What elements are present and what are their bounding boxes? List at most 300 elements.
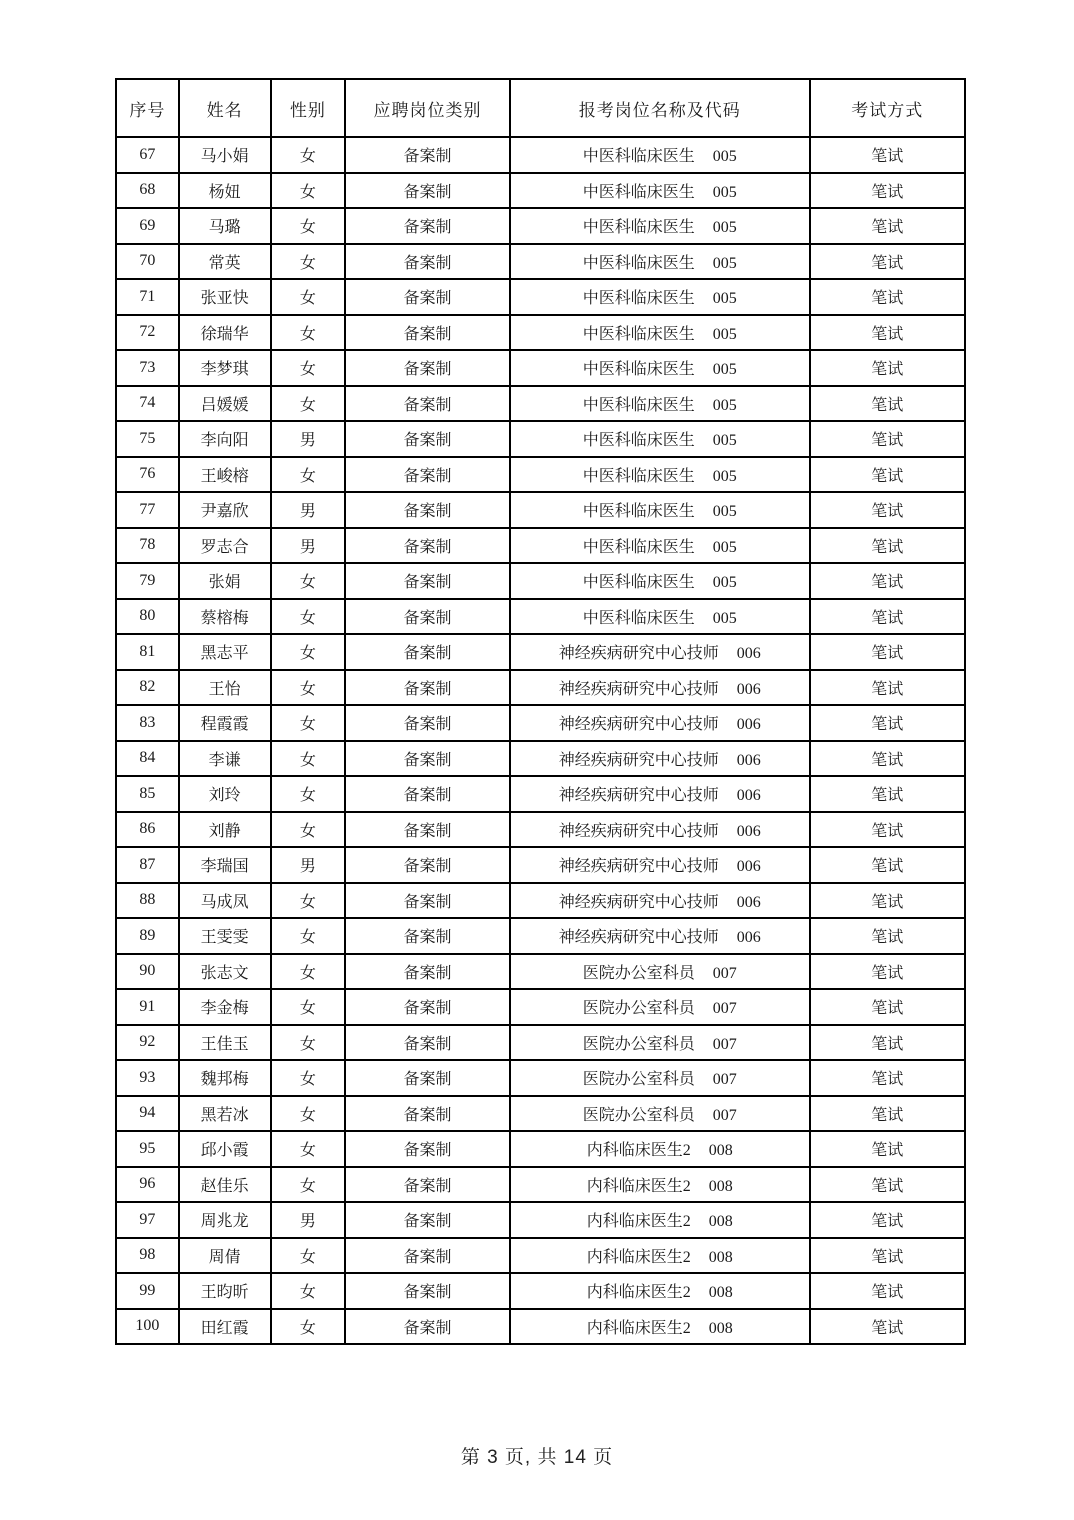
table-header-row: [116, 79, 965, 137]
job-name: 内科临床医生2: [586, 1142, 691, 1160]
job-cell: [510, 705, 810, 741]
job-cell: [510, 279, 810, 315]
job-name: 中医科临床医生: [582, 361, 695, 379]
table-row: [116, 670, 965, 706]
job-code: 008: [708, 1213, 733, 1231]
serial-cell: 72: [116, 315, 179, 351]
serial-cell: 93: [116, 1060, 179, 1096]
serial-cell: 95: [116, 1131, 179, 1167]
name-cell: 徐瑞华: [179, 315, 271, 351]
job-name: 医院办公室科员: [582, 964, 695, 982]
job-name: 中医科临床医生: [582, 467, 695, 485]
exam-cell: 笔试: [810, 599, 965, 635]
job-name: 内科临床医生2: [586, 1284, 691, 1302]
job-code: 007: [712, 964, 737, 982]
gender-cell: 女: [271, 954, 346, 990]
gender-cell: 男: [271, 847, 346, 883]
job-cell: [510, 1096, 810, 1132]
job-cell: [510, 208, 810, 244]
category-cell: 备案制: [345, 1202, 510, 1238]
serial-cell: 86: [116, 812, 179, 848]
serial-cell: 69: [116, 208, 179, 244]
exam-cell: 笔试: [810, 492, 965, 528]
job-code: 007: [712, 1106, 737, 1124]
name-cell: 李瑞国: [179, 847, 271, 883]
name-cell: 李谦: [179, 741, 271, 777]
category-cell: 备案制: [345, 776, 510, 812]
table-row: [116, 1131, 965, 1167]
table-row: [116, 457, 965, 493]
exam-cell: 笔试: [810, 741, 965, 777]
table-row: [116, 1167, 965, 1203]
job-cell: [510, 812, 810, 848]
category-cell: 备案制: [345, 741, 510, 777]
job-name: 医院办公室科员: [582, 1035, 695, 1053]
gender-cell: 女: [271, 705, 346, 741]
table-row: [116, 812, 965, 848]
job-name: 神经疾病研究中心技师: [558, 822, 719, 840]
category-cell: 备案制: [345, 705, 510, 741]
job-code: 005: [712, 361, 737, 379]
name-cell: 田红霞: [179, 1309, 271, 1345]
serial-cell: 74: [116, 386, 179, 422]
exam-cell: 笔试: [810, 279, 965, 315]
serial-cell: 82: [116, 670, 179, 706]
gender-cell: 女: [271, 776, 346, 812]
job-cell: [510, 386, 810, 422]
job-name: 医院办公室科员: [582, 1000, 695, 1018]
job-code: 005: [712, 290, 737, 308]
exam-cell: 笔试: [810, 208, 965, 244]
job-code: 005: [712, 325, 737, 343]
column-header-serial: 序号: [116, 79, 179, 137]
job-code: 006: [736, 716, 761, 734]
job-name: 神经疾病研究中心技师: [558, 787, 719, 805]
table-row: [116, 386, 965, 422]
serial-cell: 92: [116, 1025, 179, 1061]
job-name: 中医科临床医生: [582, 396, 695, 414]
name-cell: 周兆龙: [179, 1202, 271, 1238]
table-row: [116, 741, 965, 777]
job-cell: [510, 137, 810, 173]
gender-cell: 女: [271, 173, 346, 209]
name-cell: 王峻榕: [179, 457, 271, 493]
serial-cell: 90: [116, 954, 179, 990]
serial-cell: 96: [116, 1167, 179, 1203]
serial-cell: 87: [116, 847, 179, 883]
job-cell: [510, 350, 810, 386]
job-cell: [510, 457, 810, 493]
table-row: [116, 776, 965, 812]
serial-cell: 77: [116, 492, 179, 528]
gender-cell: 男: [271, 421, 346, 457]
column-header-exam: 考试方式: [810, 79, 965, 137]
job-name: 神经疾病研究中心技师: [558, 751, 719, 769]
name-cell: 蔡榕梅: [179, 599, 271, 635]
category-cell: 备案制: [345, 812, 510, 848]
job-code: 006: [736, 680, 761, 698]
job-code: 006: [736, 893, 761, 911]
table-row: [116, 954, 965, 990]
gender-cell: 女: [271, 1131, 346, 1167]
name-cell: 常英: [179, 244, 271, 280]
exam-cell: 笔试: [810, 847, 965, 883]
name-cell: 刘静: [179, 812, 271, 848]
serial-cell: 94: [116, 1096, 179, 1132]
gender-cell: 女: [271, 883, 346, 919]
job-code: 006: [736, 645, 761, 663]
category-cell: 备案制: [345, 279, 510, 315]
job-name: 神经疾病研究中心技师: [558, 716, 719, 734]
category-cell: 备案制: [345, 954, 510, 990]
table-row: [116, 705, 965, 741]
job-code: 006: [736, 787, 761, 805]
name-cell: 吕媛媛: [179, 386, 271, 422]
name-cell: 王佳玉: [179, 1025, 271, 1061]
name-cell: 邱小霞: [179, 1131, 271, 1167]
exam-cell: 笔试: [810, 528, 965, 564]
name-cell: 程霞霞: [179, 705, 271, 741]
category-cell: 备案制: [345, 1309, 510, 1345]
exam-cell: 笔试: [810, 705, 965, 741]
job-code: 006: [736, 751, 761, 769]
job-code: 008: [708, 1177, 733, 1195]
job-code: 005: [712, 574, 737, 592]
job-name: 医院办公室科员: [582, 1071, 695, 1089]
job-cell: [510, 599, 810, 635]
category-cell: 备案制: [345, 528, 510, 564]
job-name: 中医科临床医生: [582, 503, 695, 521]
gender-cell: 女: [271, 137, 346, 173]
name-cell: 李金梅: [179, 989, 271, 1025]
serial-cell: 99: [116, 1273, 179, 1309]
column-header-job: 报考岗位名称及代码: [510, 79, 810, 137]
exam-cell: 笔试: [810, 1167, 965, 1203]
serial-cell: 98: [116, 1238, 179, 1274]
serial-cell: 97: [116, 1202, 179, 1238]
job-cell: [510, 954, 810, 990]
category-cell: 备案制: [345, 1096, 510, 1132]
gender-cell: 女: [271, 1309, 346, 1345]
job-cell: [510, 634, 810, 670]
name-cell: 张娟: [179, 563, 271, 599]
job-name: 神经疾病研究中心技师: [558, 929, 719, 947]
category-cell: 备案制: [345, 492, 510, 528]
category-cell: 备案制: [345, 634, 510, 670]
gender-cell: 女: [271, 315, 346, 351]
category-cell: 备案制: [345, 1060, 510, 1096]
table-row: [116, 599, 965, 635]
serial-cell: 75: [116, 421, 179, 457]
job-cell: [510, 315, 810, 351]
job-code: 005: [712, 467, 737, 485]
table-row: [116, 244, 965, 280]
name-cell: 赵佳乐: [179, 1167, 271, 1203]
name-cell: 李梦琪: [179, 350, 271, 386]
serial-cell: 83: [116, 705, 179, 741]
category-cell: 备案制: [345, 1273, 510, 1309]
category-cell: 备案制: [345, 173, 510, 209]
job-code: 006: [736, 858, 761, 876]
gender-cell: 女: [271, 634, 346, 670]
exam-cell: 笔试: [810, 137, 965, 173]
job-name: 中医科临床医生: [582, 148, 695, 166]
exam-cell: 笔试: [810, 563, 965, 599]
job-cell: [510, 1025, 810, 1061]
table-row: [116, 1202, 965, 1238]
job-code: 007: [712, 1000, 737, 1018]
column-header-gender: 性别: [271, 79, 346, 137]
category-cell: 备案制: [345, 599, 510, 635]
job-cell: [510, 883, 810, 919]
job-code: 008: [708, 1248, 733, 1266]
table-row: [116, 173, 965, 209]
job-code: 007: [712, 1071, 737, 1089]
gender-cell: 女: [271, 208, 346, 244]
gender-cell: 女: [271, 812, 346, 848]
job-cell: [510, 1131, 810, 1167]
gender-cell: 女: [271, 599, 346, 635]
serial-cell: 84: [116, 741, 179, 777]
job-name: 中医科临床医生: [582, 325, 695, 343]
serial-cell: 88: [116, 883, 179, 919]
category-cell: 备案制: [345, 421, 510, 457]
table-row: [116, 634, 965, 670]
category-cell: 备案制: [345, 1025, 510, 1061]
name-cell: 黑若冰: [179, 1096, 271, 1132]
page-number-footer: 第 3 页, 共 14 页: [460, 1447, 614, 1468]
exam-cell: 笔试: [810, 1025, 965, 1061]
exam-cell: 笔试: [810, 1309, 965, 1345]
gender-cell: 女: [271, 989, 346, 1025]
job-cell: [510, 528, 810, 564]
gender-cell: 女: [271, 279, 346, 315]
serial-cell: 80: [116, 599, 179, 635]
exam-cell: 笔试: [810, 670, 965, 706]
table-row: [116, 421, 965, 457]
exam-cell: 笔试: [810, 350, 965, 386]
job-name: 中医科临床医生: [582, 254, 695, 272]
serial-cell: 91: [116, 989, 179, 1025]
category-cell: 备案制: [345, 457, 510, 493]
job-cell: [510, 670, 810, 706]
gender-cell: 男: [271, 1202, 346, 1238]
job-name: 中医科临床医生: [582, 609, 695, 627]
gender-cell: 女: [271, 563, 346, 599]
job-name: 神经疾病研究中心技师: [558, 680, 719, 698]
gender-cell: 女: [271, 918, 346, 954]
job-code: 005: [712, 148, 737, 166]
category-cell: 备案制: [345, 670, 510, 706]
table-row: [116, 1025, 965, 1061]
gender-cell: 女: [271, 1167, 346, 1203]
job-cell: [510, 173, 810, 209]
applicant-roster-table: [115, 78, 966, 1345]
job-code: 006: [736, 822, 761, 840]
serial-cell: 73: [116, 350, 179, 386]
name-cell: 张志文: [179, 954, 271, 990]
category-cell: 备案制: [345, 989, 510, 1025]
exam-cell: 笔试: [810, 1238, 965, 1274]
job-code: 008: [708, 1319, 733, 1337]
table-row: [116, 1060, 965, 1096]
job-code: 006: [736, 929, 761, 947]
exam-cell: 笔试: [810, 989, 965, 1025]
category-cell: 备案制: [345, 1167, 510, 1203]
gender-cell: 女: [271, 1060, 346, 1096]
category-cell: 备案制: [345, 350, 510, 386]
job-name: 神经疾病研究中心技师: [558, 893, 719, 911]
job-name: 内科临床医生2: [586, 1319, 691, 1337]
job-cell: [510, 741, 810, 777]
category-cell: 备案制: [345, 883, 510, 919]
serial-cell: 89: [116, 918, 179, 954]
name-cell: 王雯雯: [179, 918, 271, 954]
gender-cell: 男: [271, 492, 346, 528]
name-cell: 马成凤: [179, 883, 271, 919]
table-row: [116, 492, 965, 528]
job-cell: [510, 492, 810, 528]
job-code: 007: [712, 1035, 737, 1053]
name-cell: 罗志合: [179, 528, 271, 564]
category-cell: 备案制: [345, 847, 510, 883]
gender-cell: 女: [271, 1025, 346, 1061]
job-cell: [510, 776, 810, 812]
table-body: [116, 137, 965, 1344]
name-cell: 尹嘉欣: [179, 492, 271, 528]
gender-cell: 女: [271, 1273, 346, 1309]
job-cell: [510, 1273, 810, 1309]
name-cell: 杨妞: [179, 173, 271, 209]
table-row: [116, 208, 965, 244]
serial-cell: 81: [116, 634, 179, 670]
exam-cell: 笔试: [810, 812, 965, 848]
table-head: [116, 79, 965, 137]
table-row: [116, 1096, 965, 1132]
job-cell: [510, 989, 810, 1025]
gender-cell: 女: [271, 350, 346, 386]
job-name: 中医科临床医生: [582, 574, 695, 592]
table-row: [116, 315, 965, 351]
table-row: [116, 1273, 965, 1309]
category-cell: 备案制: [345, 918, 510, 954]
category-cell: 备案制: [345, 315, 510, 351]
job-code: 005: [712, 538, 737, 556]
job-name: 中医科临床医生: [582, 538, 695, 556]
table-row: [116, 563, 965, 599]
job-cell: [510, 1238, 810, 1274]
job-code: 005: [712, 219, 737, 237]
job-name: 医院办公室科员: [582, 1106, 695, 1124]
table-row: [116, 350, 965, 386]
exam-cell: 笔试: [810, 1273, 965, 1309]
exam-cell: 笔试: [810, 457, 965, 493]
gender-cell: 女: [271, 741, 346, 777]
job-name: 中医科临床医生: [582, 219, 695, 237]
job-name: 中医科临床医生: [582, 290, 695, 308]
table-row: [116, 279, 965, 315]
exam-cell: 笔试: [810, 421, 965, 457]
category-cell: 备案制: [345, 1238, 510, 1274]
job-cell: [510, 847, 810, 883]
name-cell: 马小娟: [179, 137, 271, 173]
category-cell: 备案制: [345, 208, 510, 244]
job-code: 005: [712, 396, 737, 414]
job-cell: [510, 1202, 810, 1238]
gender-cell: 男: [271, 528, 346, 564]
name-cell: 王昀昕: [179, 1273, 271, 1309]
exam-cell: 笔试: [810, 386, 965, 422]
exam-cell: 笔试: [810, 1202, 965, 1238]
gender-cell: 女: [271, 457, 346, 493]
job-name: 中医科临床医生: [582, 432, 695, 450]
job-code: 008: [708, 1284, 733, 1302]
name-cell: 张亚快: [179, 279, 271, 315]
job-code: 005: [712, 432, 737, 450]
job-name: 神经疾病研究中心技师: [558, 645, 719, 663]
job-code: 005: [712, 254, 737, 272]
job-name: 内科临床医生2: [586, 1177, 691, 1195]
exam-cell: 笔试: [810, 1096, 965, 1132]
exam-cell: 笔试: [810, 173, 965, 209]
gender-cell: 女: [271, 1238, 346, 1274]
name-cell: 马璐: [179, 208, 271, 244]
gender-cell: 女: [271, 1096, 346, 1132]
column-header-category: 应聘岗位类别: [345, 79, 510, 137]
job-name: 中医科临床医生: [582, 183, 695, 201]
exam-cell: 笔试: [810, 244, 965, 280]
exam-cell: 笔试: [810, 776, 965, 812]
column-header-name: 姓名: [179, 79, 271, 137]
serial-cell: 68: [116, 173, 179, 209]
job-cell: [510, 1060, 810, 1096]
table-row: [116, 918, 965, 954]
job-name: 内科临床医生2: [586, 1248, 691, 1266]
job-code: 005: [712, 503, 737, 521]
name-cell: 魏邦梅: [179, 1060, 271, 1096]
category-cell: 备案制: [345, 563, 510, 599]
gender-cell: 女: [271, 670, 346, 706]
name-cell: 周倩: [179, 1238, 271, 1274]
table-row: [116, 528, 965, 564]
name-cell: 王怡: [179, 670, 271, 706]
table-row: [116, 883, 965, 919]
job-cell: [510, 1167, 810, 1203]
exam-cell: 笔试: [810, 1131, 965, 1167]
job-cell: [510, 918, 810, 954]
serial-cell: 70: [116, 244, 179, 280]
gender-cell: 女: [271, 386, 346, 422]
category-cell: 备案制: [345, 1131, 510, 1167]
job-cell: [510, 421, 810, 457]
job-cell: [510, 244, 810, 280]
job-name: 神经疾病研究中心技师: [558, 858, 719, 876]
exam-cell: 笔试: [810, 315, 965, 351]
category-cell: 备案制: [345, 137, 510, 173]
exam-cell: 笔试: [810, 634, 965, 670]
serial-cell: 76: [116, 457, 179, 493]
exam-cell: 笔试: [810, 1060, 965, 1096]
gender-cell: 女: [271, 244, 346, 280]
category-cell: 备案制: [345, 244, 510, 280]
category-cell: 备案制: [345, 386, 510, 422]
job-cell: [510, 1309, 810, 1345]
table-row: [116, 1238, 965, 1274]
table-row: [116, 989, 965, 1025]
serial-cell: 100: [116, 1309, 179, 1345]
job-code: 005: [712, 183, 737, 201]
job-code: 008: [708, 1142, 733, 1160]
